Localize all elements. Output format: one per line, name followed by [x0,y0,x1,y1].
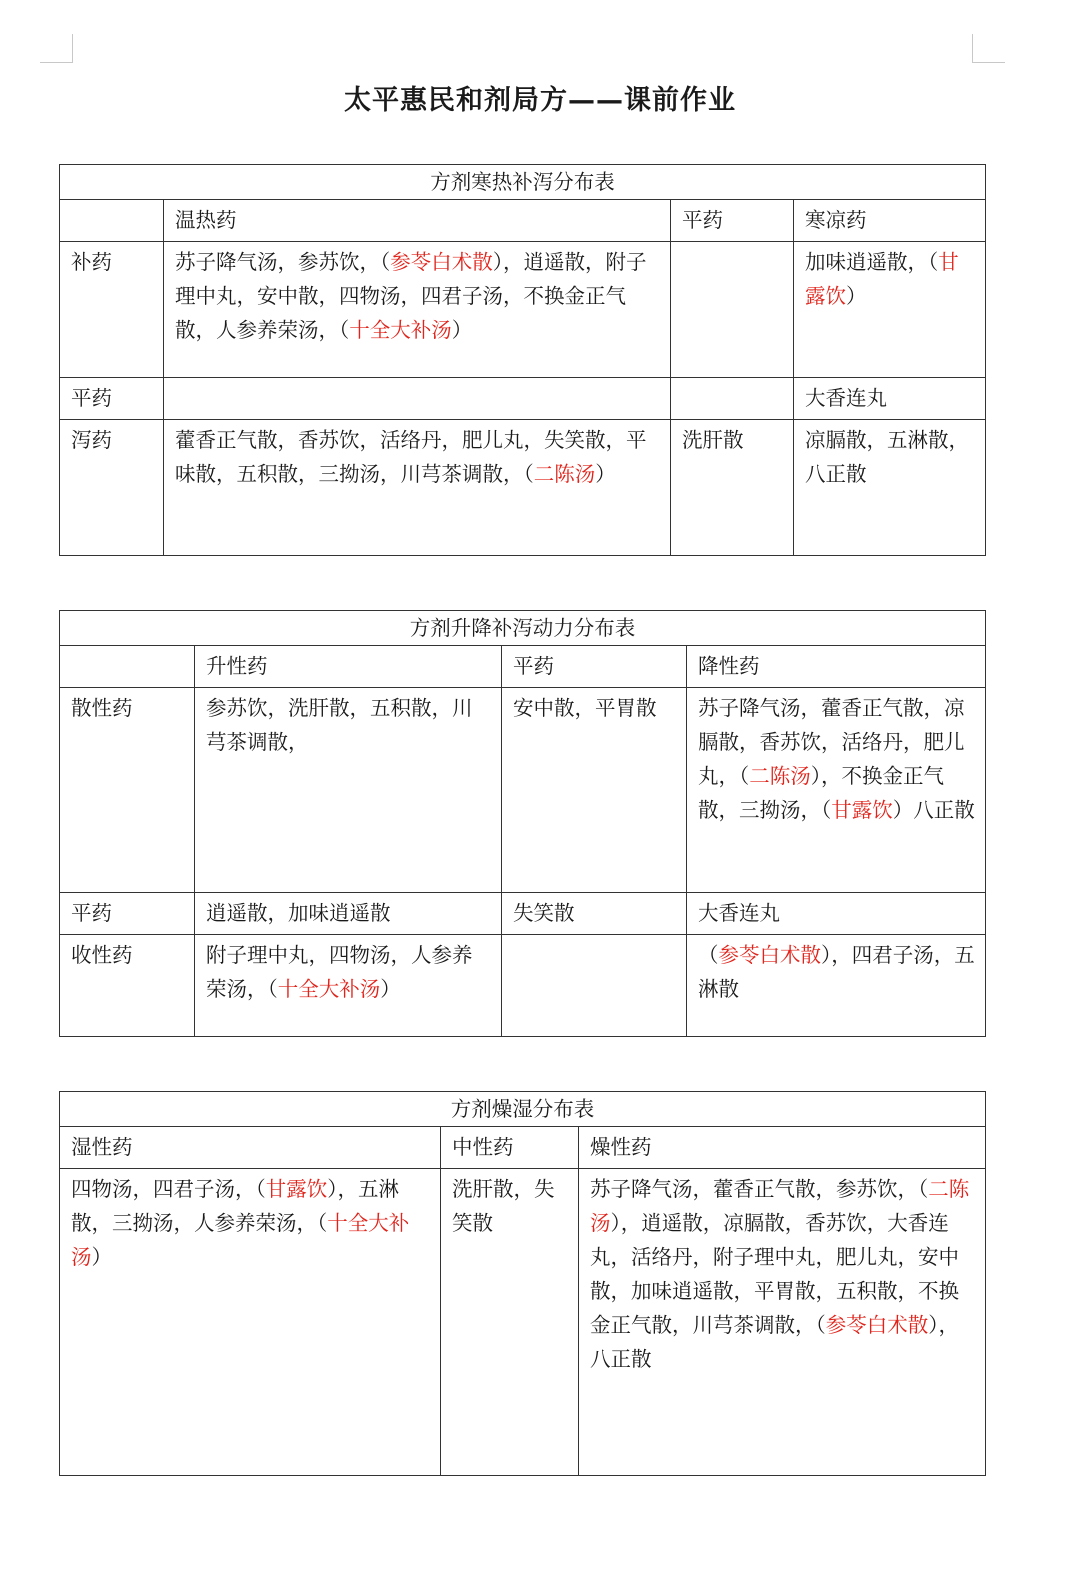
table-cell [671,378,794,420]
table-cell [671,242,794,378]
table-cell [794,420,986,556]
cell-text: 大香连丸 [805,386,887,410]
highlighted-formula: 参苓白术散 [825,1313,929,1337]
table-cell [60,1169,441,1476]
cell-text: 逍遥散，加味逍遥散 [206,901,391,925]
table-caption: 方剂升降补泻动力分布表 [60,611,986,646]
cell-text: ） [451,318,473,342]
cell-text: ），逍遥散，附子理中丸，安中散，四物汤，四君子汤，不换金正气散，人参养荣汤，（ [175,250,647,342]
ascend-descend-dynamics-table [59,610,986,1037]
table-cell [195,893,502,935]
table-cell [687,935,986,1037]
cell-text: ） [91,1245,112,1269]
row-header: 补药 [60,242,164,378]
highlighted-formula: 二陈汤 [749,764,811,788]
highlighted-formula: 二陈汤 [533,462,596,486]
table-cell [794,242,986,378]
cell-text: 苏子降气汤，藿香正气散，凉膈散，香苏饮，活络丹，肥儿丸，（ [698,696,965,788]
highlighted-formula: 甘露饮 [265,1177,328,1201]
column-header: 升性药 [195,646,502,688]
table-cell [441,1169,579,1476]
dry-damp-table [59,1091,986,1476]
cell-text: 安中散，平胃散 [513,696,657,720]
highlighted-formula: 二陈汤 [590,1177,970,1235]
highlighted-formula: 十全大补汤 [349,318,452,342]
table-cell [579,1169,986,1476]
table-caption: 方剂寒热补泻分布表 [60,165,986,200]
row-header: 散性药 [60,688,195,893]
table-cell [164,242,671,378]
column-header: 寒凉药 [794,200,986,242]
cell-text: ），逍遥散，凉膈散，香苏饮，大香连丸，活络丹，附子理中丸，肥儿丸，安中散，加味逍遥散，平胃散，五积散，不换金正气散，川芎茶调散，（ [590,1211,959,1337]
cell-text: ）八正散 [892,798,975,822]
page-corner-mark-right [972,34,1005,63]
page-corner-mark-left [40,34,73,63]
row-header: 平药 [60,893,195,935]
cell-text: 凉膈散，五淋散，八正散 [805,428,969,486]
row-header: 收性药 [60,935,195,1037]
corner-cell [60,200,164,242]
column-header: 燥性药 [579,1127,986,1169]
cell-text: ） [846,284,867,308]
highlighted-formula: 甘露饮 [805,250,959,308]
cell-text: 苏子降气汤，参苏饮，（ [175,250,391,274]
column-header: 中性药 [441,1127,579,1169]
table-cell [794,378,986,420]
page-title: 太平惠民和剂局方——课前作业 [344,85,736,116]
column-header: 平药 [671,200,794,242]
highlighted-formula: 十全大补汤 [277,977,381,1001]
cell-text: 苏子降气汤，藿香正气散，参苏饮，（ [590,1177,929,1201]
table-cell [502,688,687,893]
table-cell [195,688,502,893]
cell-text: 附子理中丸，四物汤，人参养荣汤，（ [206,943,473,1001]
table-cell [195,935,502,1037]
column-header: 降性药 [687,646,986,688]
highlighted-formula: 十全大补汤 [71,1211,410,1269]
column-header: 平药 [502,646,687,688]
cell-text: ） [380,977,401,1001]
cell-text: ），五淋散，三拗汤，人参养荣汤，（ [71,1177,399,1235]
cell-text: 藿香正气散，香苏饮，活络丹，肥儿丸，失笑散，平味散，五积散，三拗汤，川芎茶调散，（ [175,428,647,486]
cell-text: ） [595,462,616,486]
cell-text: 参苏饮，洗肝散，五积散，川芎茶调散， [206,696,473,754]
cell-text: 加味逍遥散，（ [805,250,939,274]
cell-text: 洗肝散，失笑散 [452,1177,555,1235]
cell-text: （ [698,943,719,967]
table-cell [687,893,986,935]
cell-text: ），四君子汤，五淋散 [698,943,975,1001]
table-cell [164,378,671,420]
table-cell [687,688,986,893]
cell-text: 四物汤，四君子汤，（ [71,1177,266,1201]
table-caption: 方剂燥湿分布表 [60,1092,986,1127]
corner-cell [60,646,195,688]
table-cell [671,420,794,556]
highlighted-formula: 甘露饮 [831,798,893,822]
cold-heat-tonify-purge-table [59,164,986,556]
row-header: 平药 [60,378,164,420]
column-header: 湿性药 [60,1127,441,1169]
cell-text: 洗肝散 [682,428,744,452]
highlighted-formula: 参苓白术散 [390,250,493,274]
cell-text: ），不换金正气散，三拗汤，（ [698,764,944,822]
table-cell [502,935,687,1037]
cell-text: 大香连丸 [698,901,780,925]
table-cell [164,420,671,556]
column-header: 温热药 [164,200,671,242]
table-cell [502,893,687,935]
cell-text: 失笑散 [513,901,575,925]
cell-text: ），八正散 [590,1313,959,1371]
row-header: 泻药 [60,420,164,556]
highlighted-formula: 参苓白术散 [718,943,821,967]
